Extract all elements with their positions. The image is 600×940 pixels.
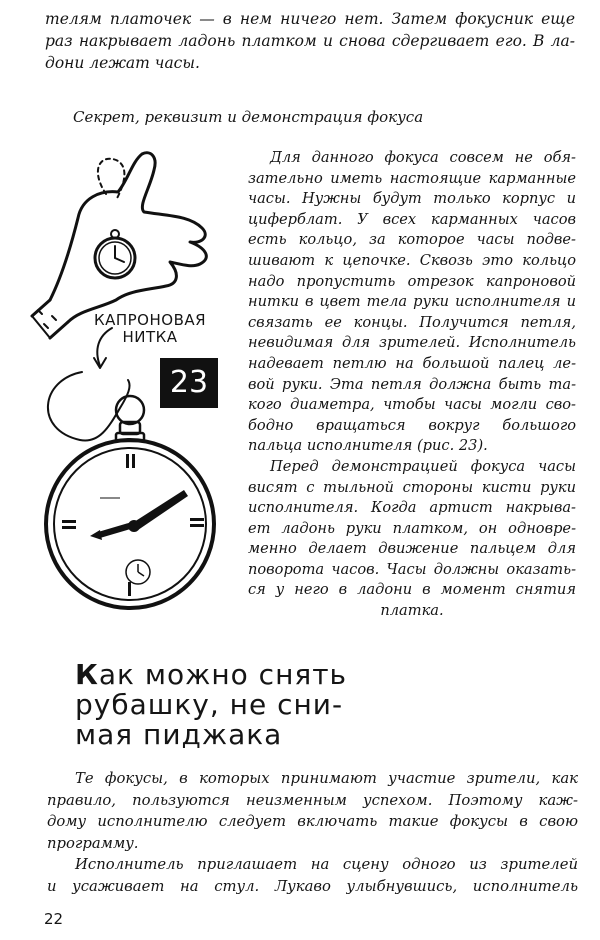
text-line: и усаживает на стул. Лукаво улыбнувшись, исполнитель: [47, 877, 578, 895]
hand-drawing: [50, 153, 206, 322]
thread-label-line2: НИТКА: [122, 328, 178, 346]
text-line: зательно иметь настоящие карманные: [248, 169, 576, 187]
figure-thread-label: [90, 312, 210, 346]
text-line: Для данного фокуса совсем не обя-: [270, 149, 576, 166]
text-line: пальца исполнителя (рис. 23).: [248, 437, 488, 455]
text-line: часы. Нужны будут только корпус и: [248, 190, 576, 208]
text-line: шивают к цепочке. Сквозь это кольцо: [248, 251, 576, 269]
text-line: связать ее концы. Получится петля,: [248, 313, 576, 331]
text-line: надевает петлю на большой палец ле-: [248, 354, 576, 372]
text-line: кого диаметра, чтобы часы могли сво-: [248, 396, 576, 414]
text-line: менно делает движение пальцем для: [248, 540, 576, 558]
chapter-title-line2: рубашку, не сни-: [75, 688, 344, 721]
text-line: платка.: [380, 602, 444, 620]
text-line: исполнителя. Когда артист накрыва-: [248, 499, 576, 517]
section-heading: Секрет, реквизит и демонстрация фокуса: [73, 108, 424, 126]
text-line: невидимая для зрителей. Исполнитель: [248, 334, 576, 352]
chapter-title-line3: мая пиджака: [75, 718, 283, 751]
text-line: висят с тыльной стороны кисти руки: [248, 478, 576, 496]
text-line: ся у него в ладони в момент снятия: [248, 581, 576, 599]
minute-hand: [134, 490, 188, 530]
text-line: программу.: [47, 834, 139, 852]
figure-number-badge: 23: [160, 358, 218, 408]
text-line: циферблат. У всех карманных часов: [248, 210, 576, 228]
text-line: телям платочек — в нем ничего нет. Затем фокусник еще: [45, 10, 575, 28]
text-line: дони лежат часы.: [45, 54, 200, 72]
bottom-paragraph: [47, 768, 578, 897]
thread-label-line1: КАПРОНОВАЯ: [93, 311, 207, 329]
chapter-title: [75, 660, 347, 750]
text-line: поворота часов. Часы должны оказать-: [248, 560, 576, 578]
text-line: дому исполнителю следует включать такие фокусы в свою: [47, 813, 578, 830]
text-line: ет ладонь руки платком, он одновре-: [248, 519, 576, 537]
text-line: Те фокусы, в которых принимают участие зрители, как: [75, 770, 578, 787]
right-column-text: [248, 148, 576, 622]
page-number: 22: [44, 910, 64, 928]
text-line: Исполнитель приглашает на сцену одного из зрителей: [75, 856, 578, 873]
chapter-title-drop-letter: К: [75, 658, 99, 691]
text-line: есть кольцо, за которое часы подве-: [248, 231, 576, 249]
top-paragraph: [45, 10, 575, 73]
text-line: Перед демонстрацией фокуса часы: [270, 457, 576, 475]
text-line: нитки в цвет тела руки исполнителя и: [248, 293, 576, 311]
text-line: правило, пользуются неизменным успехом. Поэтому каж-: [47, 791, 578, 809]
text-line: вой руки. Эта петля должна быть та-: [248, 375, 576, 393]
chapter-title-line1: ак можно снять: [98, 658, 348, 691]
text-line: раз накрывает ладонь платком и снова сдергивает его. В ла-: [45, 32, 575, 50]
text-line: надо пропустить отрезок капроновой: [248, 272, 576, 290]
text-line: бодно вращаться вокруг большого: [248, 416, 576, 434]
